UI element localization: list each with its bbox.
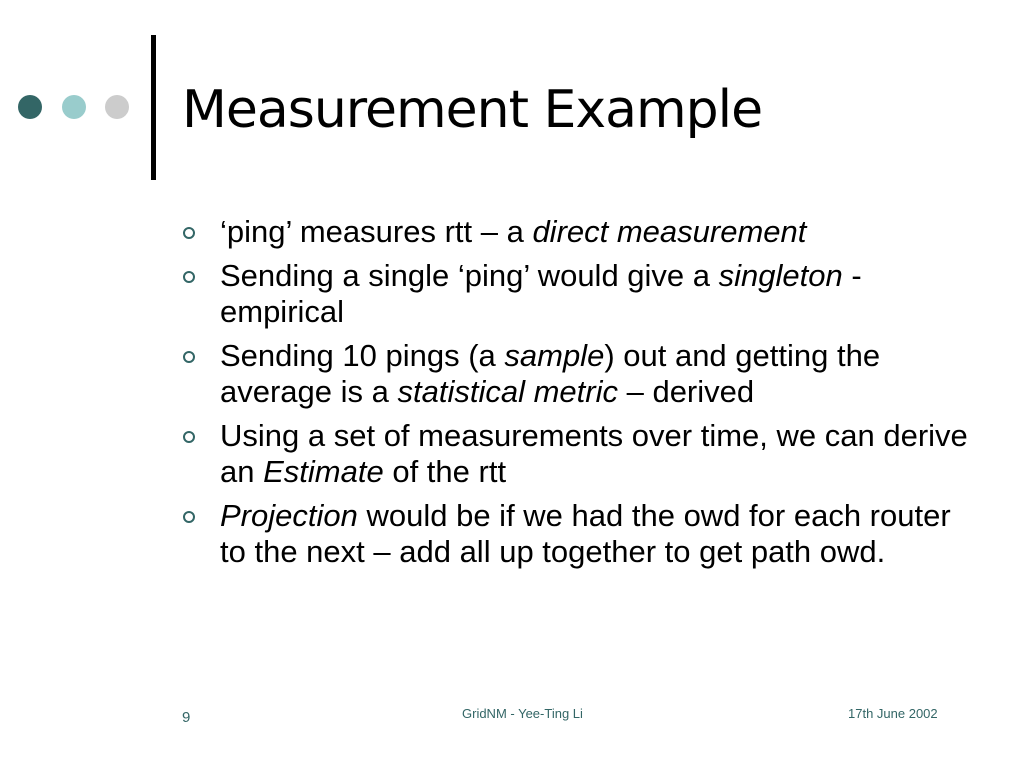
bullet-segment: ‘ping’ measures rtt – a <box>220 214 533 249</box>
bullet-text <box>220 338 880 409</box>
bullet-segment: Sending a single ‘ping’ would give a <box>220 258 719 293</box>
bullet-segment: would be if we had the owd for each router to the next – add all up together to get path owd. <box>220 498 951 569</box>
bullet-segment: ) out and getting the average is a <box>220 338 881 409</box>
bullet-emphasis: Projection <box>220 498 358 533</box>
slide-number: 9 <box>182 709 191 726</box>
title-divider <box>151 35 156 180</box>
bullet-segment: of the rtt <box>383 454 507 489</box>
bullet-emphasis: statistical metric <box>397 374 618 409</box>
bullet-circle-icon <box>183 227 195 239</box>
decorative-dot-grey <box>105 95 129 119</box>
bullet-item <box>183 258 973 330</box>
bullet-emphasis: singleton <box>718 258 843 293</box>
bullet-text <box>220 418 968 489</box>
bullet-item <box>183 498 973 570</box>
bullet-segment: Sending 10 pings (a <box>220 338 505 373</box>
bullet-circle-icon <box>183 431 195 443</box>
bullet-item <box>183 338 973 410</box>
decorative-dot-dark <box>18 95 42 119</box>
bullet-emphasis: Estimate <box>263 454 384 489</box>
bullet-segment: - empirical <box>220 258 862 329</box>
bullet-segment: Using a set of measurements over time, we can derive an <box>220 418 968 489</box>
bullet-text <box>220 214 806 249</box>
bullet-circle-icon <box>183 511 195 523</box>
bullet-segment: – derived <box>617 374 755 409</box>
bullet-emphasis: direct measurement <box>532 214 807 249</box>
bullet-circle-icon <box>183 351 195 363</box>
footer-date: 17th June 2002 <box>848 706 938 721</box>
decorative-dot-light <box>62 95 86 119</box>
bullet-circle-icon <box>183 271 195 283</box>
bullet-text <box>220 258 862 329</box>
bullet-item <box>183 418 973 490</box>
footer-author: GridNM - Yee-Ting Li <box>462 706 583 721</box>
bullet-list <box>183 214 973 578</box>
bullet-emphasis: sample <box>504 338 605 373</box>
slide-title: Measurement Example <box>182 80 763 140</box>
bullet-item <box>183 214 973 250</box>
bullet-text <box>220 498 951 569</box>
